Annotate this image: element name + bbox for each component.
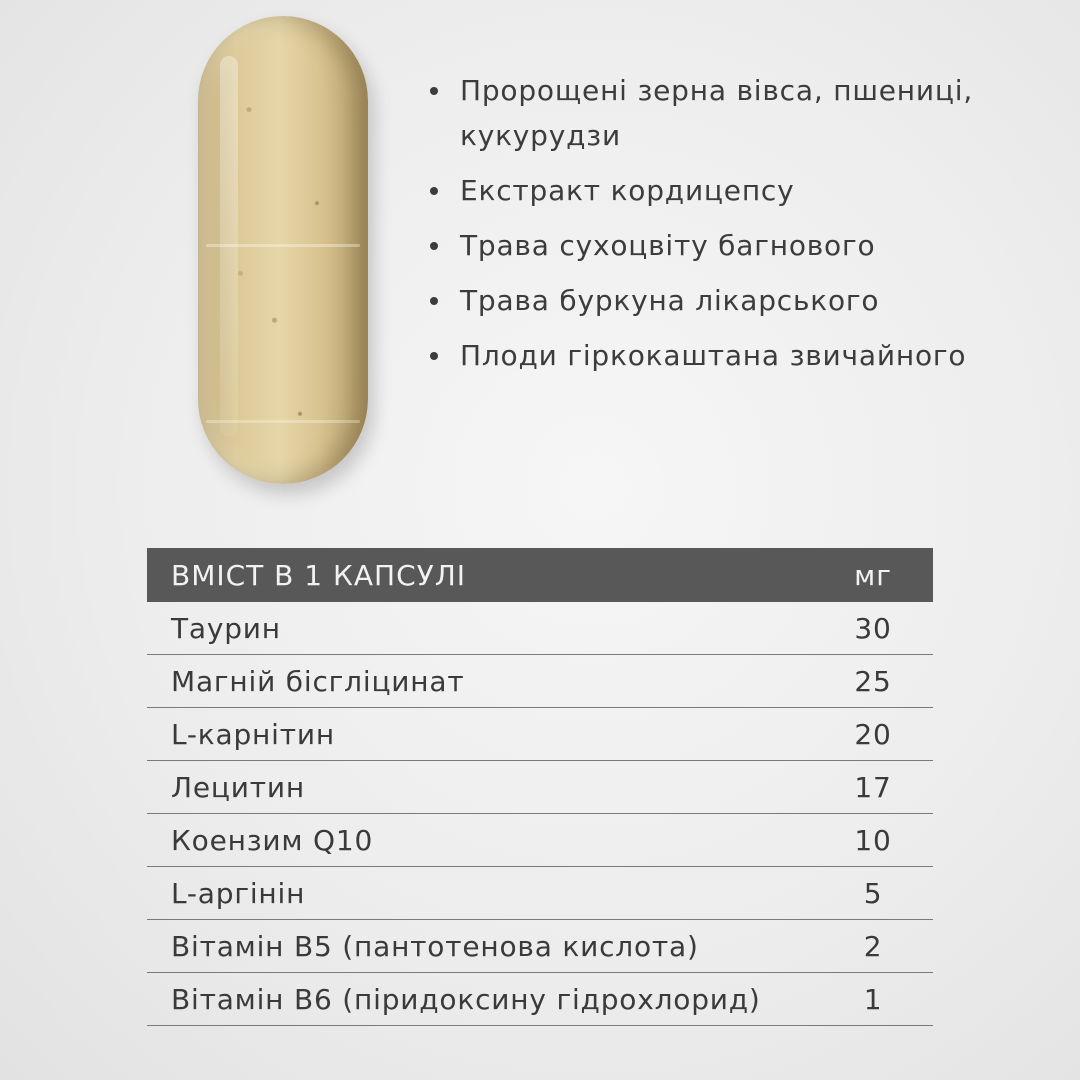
ingredient-label: Пророщені зерна вівса, пшениці, кукурудзи xyxy=(460,74,974,152)
table-row xyxy=(147,814,933,867)
row-name: Лецитин xyxy=(171,770,305,804)
table-row xyxy=(147,973,933,1026)
row-name: Вітамін В6 (піридоксину гідрохлорид) xyxy=(171,982,761,1016)
list-item xyxy=(428,168,1048,213)
list-item xyxy=(428,278,1048,323)
list-item xyxy=(428,333,1048,378)
bullet-icon xyxy=(430,352,438,360)
row-name: L-карнітин xyxy=(171,717,335,751)
bullet-icon xyxy=(430,242,438,250)
table-row xyxy=(147,920,933,973)
list-item xyxy=(428,68,1048,158)
header-name: ВМІСТ В 1 КАПСУЛІ xyxy=(171,558,467,592)
table-row xyxy=(147,867,933,920)
row-value: 10 xyxy=(854,823,892,857)
row-value: 1 xyxy=(863,982,883,1016)
ingredient-label: Трава буркуна лікарського xyxy=(460,284,880,317)
row-value: 20 xyxy=(854,717,892,751)
row-name: L-аргінін xyxy=(171,876,306,910)
row-value: 25 xyxy=(854,664,892,698)
table-row xyxy=(147,655,933,708)
list-item xyxy=(428,223,1048,268)
row-name: Вітамін В5 (пантотенова кислота) xyxy=(171,929,699,963)
table-row xyxy=(147,708,933,761)
ingredient-label: Екстракт кордицепсу xyxy=(460,174,795,207)
table-row xyxy=(147,602,933,655)
ingredient-label: Плоди гіркокаштана звичайного xyxy=(460,339,967,372)
capsule-image xyxy=(198,16,368,484)
bullet-icon xyxy=(430,187,438,195)
bullet-icon xyxy=(430,297,438,305)
ingredients-list xyxy=(428,68,1048,388)
row-value: 30 xyxy=(854,611,892,645)
bullet-icon xyxy=(430,87,438,95)
table-row xyxy=(147,761,933,814)
capsule-shine xyxy=(220,56,238,436)
row-name: Магній бісгліцинат xyxy=(171,664,465,698)
row-value: 17 xyxy=(854,770,892,804)
header-unit: мг xyxy=(854,558,892,592)
table-header xyxy=(147,548,933,602)
row-name: Таурин xyxy=(171,611,281,645)
composition-table xyxy=(147,548,933,1026)
row-value: 2 xyxy=(863,929,883,963)
row-name: Коензим Q10 xyxy=(171,823,374,857)
ingredient-label: Трава сухоцвіту багнового xyxy=(460,229,876,262)
row-value: 5 xyxy=(863,876,883,910)
